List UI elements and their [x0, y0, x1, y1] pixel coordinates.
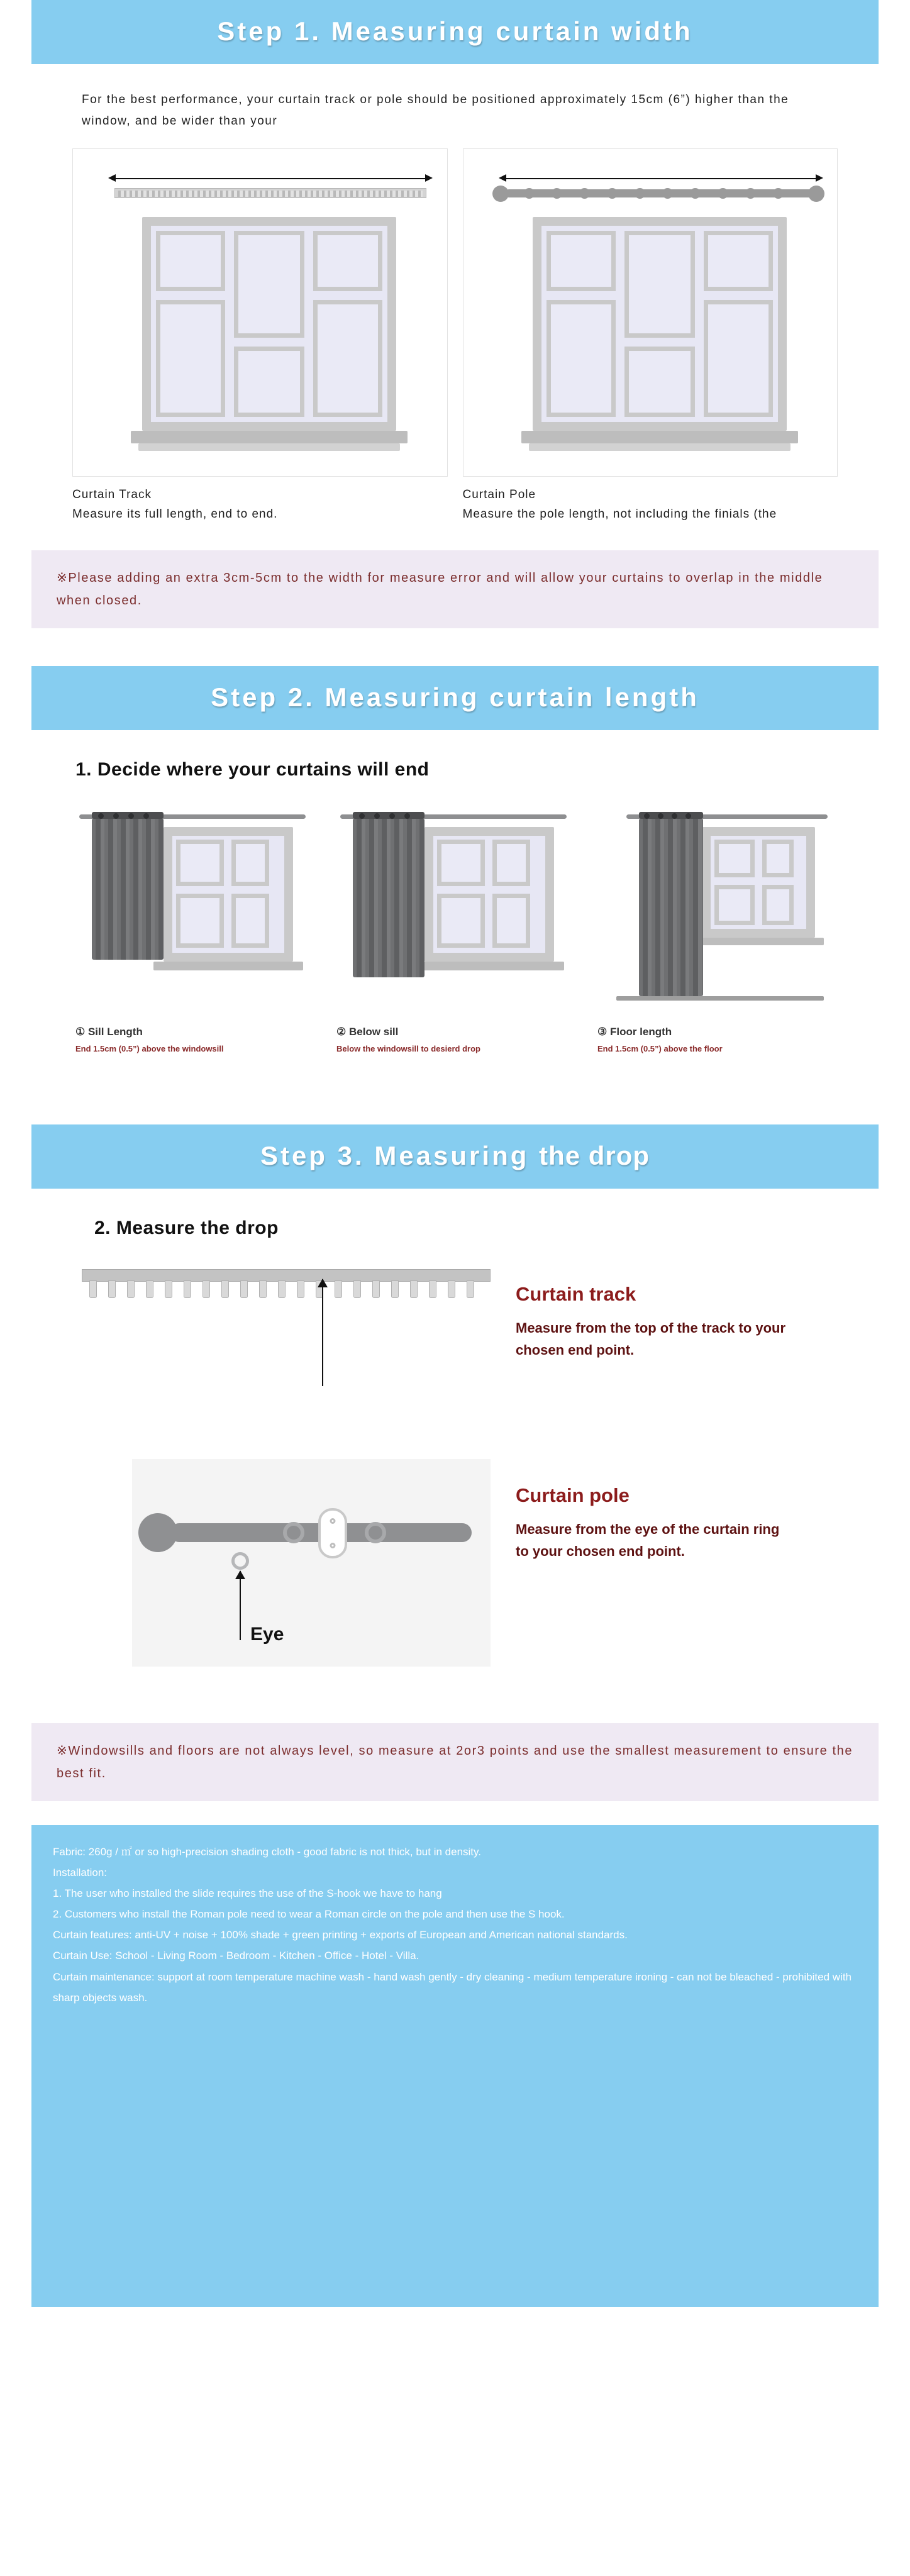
pole-caption — [463, 486, 838, 524]
sill-length-illustration — [75, 799, 313, 1019]
window-pane — [156, 231, 225, 291]
measure-arrow-up — [322, 1279, 323, 1386]
step1-figure-track — [72, 148, 448, 524]
step2-banner — [31, 666, 879, 730]
step3-pole-illustration — [75, 1459, 491, 1667]
width-arrow-right — [425, 174, 433, 182]
track-caption-desc: Measure its full length, end to end. — [72, 507, 278, 521]
track-glider — [146, 1280, 153, 1298]
window-pane — [714, 885, 755, 925]
track-glider — [372, 1280, 380, 1298]
curtain-panel — [639, 819, 703, 996]
track-glider — [429, 1280, 436, 1298]
step3-track-illustration — [75, 1258, 491, 1421]
curtain-ring — [283, 1522, 304, 1543]
spacer — [0, 628, 910, 666]
track-illustration-canvas — [73, 149, 447, 476]
window-sill — [131, 431, 408, 443]
step3-banner-label: Step 3. Measuring — [260, 1140, 530, 1170]
pole-ring — [718, 188, 728, 199]
track-glider — [165, 1280, 172, 1298]
step1-figure-pole — [463, 148, 838, 524]
track-glider — [127, 1280, 135, 1298]
step3-pole-text — [491, 1459, 786, 1562]
pole-illustration — [463, 148, 838, 477]
track-glider — [448, 1280, 455, 1298]
window-pane — [624, 347, 695, 417]
option-below-sill — [336, 799, 574, 1055]
spacer — [0, 1055, 910, 1124]
window-pane — [492, 894, 530, 948]
window-pane — [437, 840, 485, 886]
bracket-screw-hole — [330, 1543, 336, 1548]
track-glider — [184, 1280, 191, 1298]
track-glider — [221, 1280, 229, 1298]
option-title: ② Below sill — [336, 1026, 399, 1038]
step3-track-desc: Measure from the top of the track to your chosen end point. — [516, 1319, 786, 1358]
pole-illustration-canvas — [463, 149, 838, 476]
window-frame — [424, 827, 554, 962]
track-glider — [353, 1280, 361, 1298]
window-pane — [234, 231, 304, 338]
option-subtitle: End 1.5cm (0.5”) above the windowsill — [75, 1044, 224, 1054]
curtain-track-teeth — [118, 191, 423, 197]
curtain-panel — [353, 819, 424, 977]
pole-ring — [773, 188, 784, 199]
info-line-installation: Installation: — [53, 1866, 107, 1879]
window-pane — [313, 231, 382, 291]
track-rail — [82, 1269, 491, 1282]
pole-ring — [579, 188, 590, 199]
window-pane — [624, 231, 695, 338]
step1-banner-label: Step 1. Measuring curtain width — [217, 16, 693, 46]
step1-intro: For the best performance, your curtain track or pole should be positioned approximately 15cm (6”) higher than the window, and be wider than your — [82, 93, 789, 128]
window-sill — [693, 938, 824, 945]
window-pane — [762, 885, 794, 925]
window-frame — [164, 827, 293, 962]
option-floor-length — [597, 799, 835, 1055]
track-glider — [203, 1280, 210, 1298]
option-subtitle: End 1.5cm (0.5”) above the floor — [597, 1044, 723, 1054]
step3-notice: ※Windowsills and floors are not always level, so measure at 2or3 points and use the smallest measurement to ensure the best fit. — [31, 1723, 879, 1801]
width-arrow-line — [116, 178, 425, 179]
window-pane — [313, 300, 382, 417]
step3-banner-sublabel: the drop — [539, 1140, 650, 1170]
eye-ring — [231, 1552, 249, 1570]
curtain-ring — [365, 1522, 386, 1543]
pole-illustration-bg — [132, 1459, 491, 1667]
track-glider — [108, 1280, 116, 1298]
step2-banner-label: Step 2. Measuring curtain length — [211, 682, 699, 713]
width-arrow-left — [108, 174, 116, 182]
floor-length-illustration — [597, 799, 835, 1019]
step3-pole-title: Curtain pole — [516, 1484, 630, 1506]
track-glider — [335, 1280, 342, 1298]
window-pane — [231, 894, 269, 948]
window-pane — [176, 840, 224, 886]
window-pane — [176, 894, 224, 948]
option-title: ③ Floor length — [597, 1026, 672, 1038]
window-frame — [533, 217, 787, 431]
floor-line — [616, 996, 824, 1001]
pole-ring — [635, 188, 645, 199]
track-glider — [467, 1280, 474, 1298]
step3-heading: 2. Measure the drop — [94, 1217, 279, 1238]
track-glider — [391, 1280, 399, 1298]
step3-pole-desc: Measure from the eye of the curtain ring to your chosen end point. — [516, 1521, 780, 1559]
pole-caption-desc: Measure the pole length, not including the finials (the — [462, 507, 777, 521]
track-glider — [410, 1280, 418, 1298]
track-glider — [278, 1280, 286, 1298]
window-pane — [156, 300, 225, 417]
window-pane — [231, 840, 269, 886]
width-arrow-line — [506, 178, 816, 179]
window-sill — [414, 962, 564, 970]
window-pane — [437, 894, 485, 948]
info-line-use: Curtain Use: School - Living Room - Bedroom - Kitchen - Office - Hotel - Villa. — [53, 1950, 419, 1962]
pole-ring — [524, 188, 535, 199]
width-arrow-right — [816, 174, 823, 182]
below-sill-illustration — [336, 799, 574, 1019]
window-pane — [547, 300, 616, 417]
step3-track-title: Curtain track — [516, 1282, 636, 1305]
pole-ring — [607, 188, 618, 199]
window-pane — [492, 840, 530, 886]
option-sill-length — [75, 799, 313, 1055]
track-glider — [297, 1280, 304, 1298]
window-pane — [704, 300, 773, 417]
track-glider — [240, 1280, 248, 1298]
product-info-block — [31, 1825, 879, 2307]
option-title: ① Sill Length — [75, 1026, 143, 1038]
pole-ring — [690, 188, 701, 199]
step3-row-pole — [75, 1459, 835, 1667]
pole-ring — [745, 188, 756, 199]
track-illustration — [72, 148, 448, 477]
window-sill-lower — [138, 443, 400, 451]
eye-label: Eye — [250, 1623, 284, 1645]
pole-caption-title: Curtain Pole — [462, 488, 536, 502]
track-glider — [259, 1280, 267, 1298]
info-line-maintenance: Curtain maintenance: support at room temperature machine wash - hand wash gently - dry cleaning - medium temperature ironing - can not be bleached - prohibited with sharp objects wash. — [53, 1970, 852, 2004]
info-line-features: Curtain features: anti-UV + noise + 100% shade + green printing + exports of European and American national standards. — [53, 1929, 628, 1941]
window-pane — [234, 347, 304, 417]
width-arrow-left — [499, 174, 506, 182]
step3-banner — [31, 1124, 879, 1189]
step3-track-text — [491, 1258, 786, 1361]
bracket-screw-hole — [330, 1518, 336, 1524]
window-sill — [153, 962, 303, 970]
step1-notice: ※Please adding an extra 3cm-5cm to the width for measure error and will allow your curtains to overlap in the middle when closed. — [31, 550, 879, 628]
window-pane — [714, 840, 755, 877]
pole-bracket — [318, 1508, 347, 1558]
info-line-fabric: Fabric: 260g / ㎡ or so high-precision shading cloth - good fabric is not thick, but in density. — [53, 1845, 481, 1858]
pole-ring — [662, 188, 673, 199]
track-glider — [89, 1280, 97, 1298]
track-caption — [72, 486, 448, 524]
window-sill-lower — [529, 443, 791, 451]
window-pane — [547, 231, 616, 291]
measure-arrow-up — [240, 1571, 241, 1640]
step2-heading: 1. Decide where your curtains will end — [75, 759, 430, 780]
step2-options — [75, 799, 835, 1055]
step1-figures — [72, 148, 838, 524]
window-frame — [142, 217, 396, 431]
info-line-install-2: 2. Customers who install the Roman pole need to wear a Roman circle on the pole and then use the S hook. — [53, 1908, 565, 1921]
window-sill — [521, 431, 798, 443]
curtain-panel — [92, 819, 164, 960]
info-line-install-1: 1. The user who installed the slide requires the use of the S-hook we have to hang — [53, 1887, 442, 1899]
window-frame — [702, 827, 815, 938]
window-pane — [704, 231, 773, 291]
step1-banner — [31, 0, 879, 64]
track-caption-title: Curtain Track — [72, 488, 152, 502]
step3-row-track — [75, 1258, 835, 1421]
window-pane — [762, 840, 794, 877]
pole-ring — [552, 188, 562, 199]
option-subtitle: Below the windowsill to desierd drop — [336, 1044, 480, 1054]
